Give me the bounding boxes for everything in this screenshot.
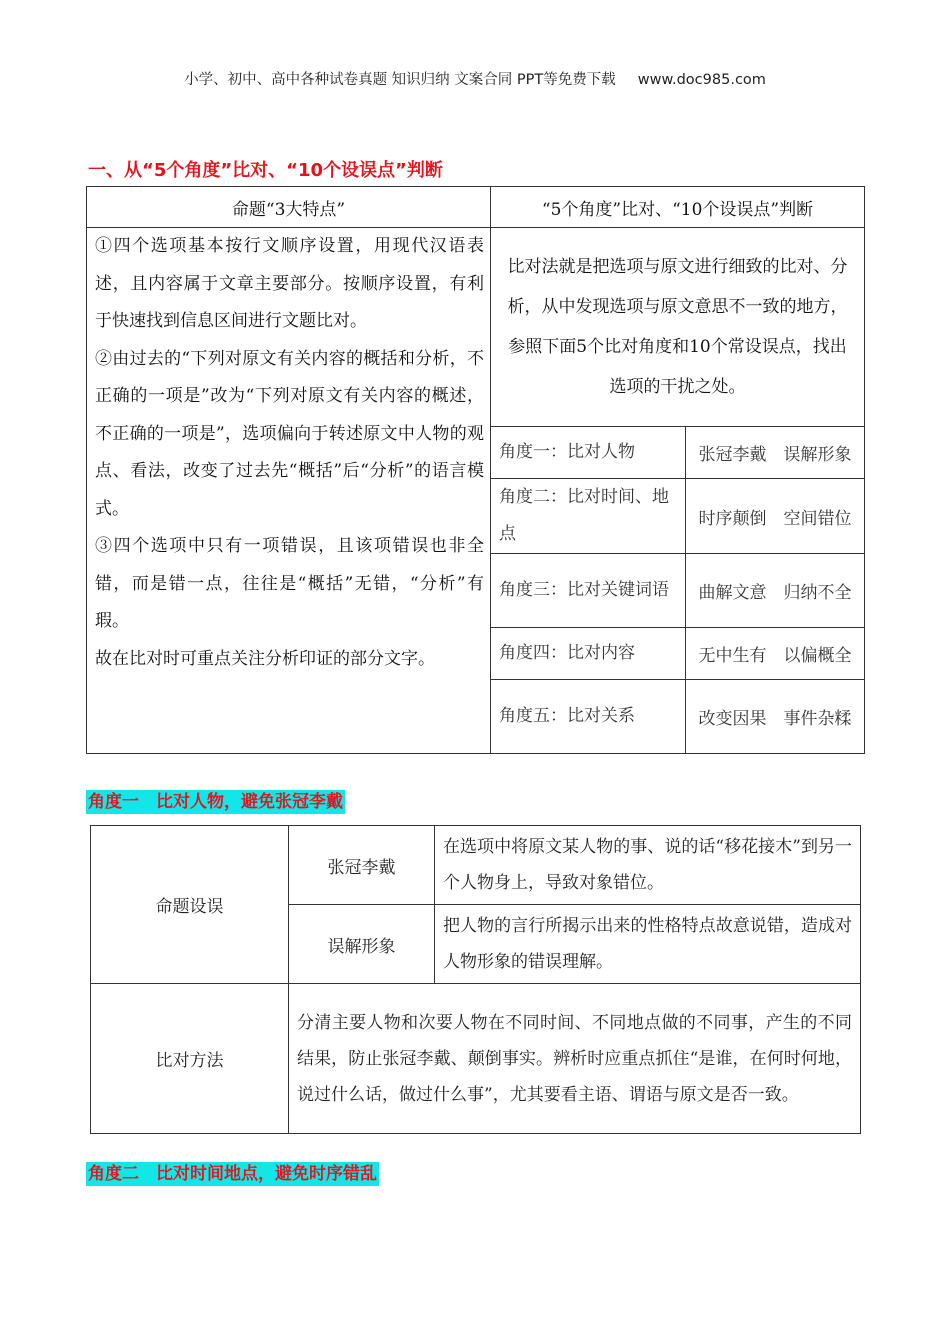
method-text: 分清主要人物和次要人物在不同时间、不同地点做的不同事，产生的不同结果，防止张冠李戴、颠倒事实。辨析时应重点抓住“是谁，在何时何地，说过什么话，做过什么事”，尤其要看主语、谓语与原文是否一致。	[289, 984, 861, 1134]
angle-2-errors: 时序颠倒 空间错位	[686, 479, 865, 554]
sub-label-1: 张冠李戴	[289, 826, 435, 905]
subtitle-angle-1: 角度一 比对人物，避免张冠李戴	[88, 792, 343, 812]
header-text: 小学、初中、高中各种试卷真题 知识归纳 文案合同 PPT等免费下载	[184, 72, 616, 88]
angle-5-errors: 改变因果 事件杂糅	[686, 680, 865, 754]
angle-4: 角度四：比对内容	[491, 628, 686, 680]
sub-label-2: 误解形象	[289, 905, 435, 984]
angle-1: 角度一：比对人物	[491, 427, 686, 479]
angle-1-table	[90, 825, 861, 1134]
feature-conclusion: 故在比对时可重点关注分析印证的部分文字。	[95, 648, 435, 669]
row-label-method: 比对方法	[91, 984, 289, 1134]
page-header	[0, 68, 950, 89]
feature-1: ①四个选项基本按行文顺序设置，用现代汉语表述，且内容属于文章主要部分。按顺序设置，有利于快速找到信息区间进行文题比对。	[95, 236, 484, 331]
angle-1-errors: 张冠李戴 误解形象	[686, 427, 865, 479]
row-label-design: 命题设误	[91, 826, 289, 984]
header-site[interactable]: www.doc985.com	[637, 72, 766, 88]
angle-5: 角度五：比对关系	[491, 680, 686, 754]
angle-2: 角度二：比对时间、地点	[491, 479, 686, 554]
feature-2: ②由过去的“下列对原文有关内容的概括和分析，不正确的一项是”改为“下列对原文有关内容的概述，不正确的一项是”，选项偏向于转述原文中人物的观点、看法，改变了过去先“概括”后“分析”的语言模式。	[95, 348, 484, 519]
features-table	[86, 186, 865, 754]
angle-4-errors: 无中生有 以偏概全	[686, 628, 865, 680]
table-header-left: 命题“3大特点”	[87, 187, 491, 228]
sub-text-1: 在选项中将原文某人物的事、说的话“移花接木”到另一个人物身上，导致对象错位。	[435, 826, 861, 905]
angle-3-errors: 曲解文意 归纳不全	[686, 554, 865, 628]
sub-text-2: 把人物的言行所揭示出来的性格特点故意说错，造成对人物形象的错误理解。	[435, 905, 861, 984]
subtitle-angle-2: 角度二 比对时间地点，避免时序错乱	[88, 1164, 377, 1184]
table-header-right: “5个角度”比对、“10个设误点”判断	[491, 187, 865, 228]
angle-3: 角度三：比对关键词语	[491, 554, 686, 628]
feature-3: ③四个选项中只有一项错误，且该项错误也非全错，而是错一点，往往是“概括”无错，“分析”有瑕。	[95, 536, 484, 631]
section-title: 一、从“5个角度”比对、“10个设误点”判断	[88, 160, 443, 181]
features-cell	[87, 228, 491, 754]
method-description: 比对法就是把选项与原文进行细致的比对、分析，从中发现选项与原文意思不一致的地方，参照下面5个比对角度和10个常设误点，找出选项的干扰之处。	[491, 228, 865, 427]
